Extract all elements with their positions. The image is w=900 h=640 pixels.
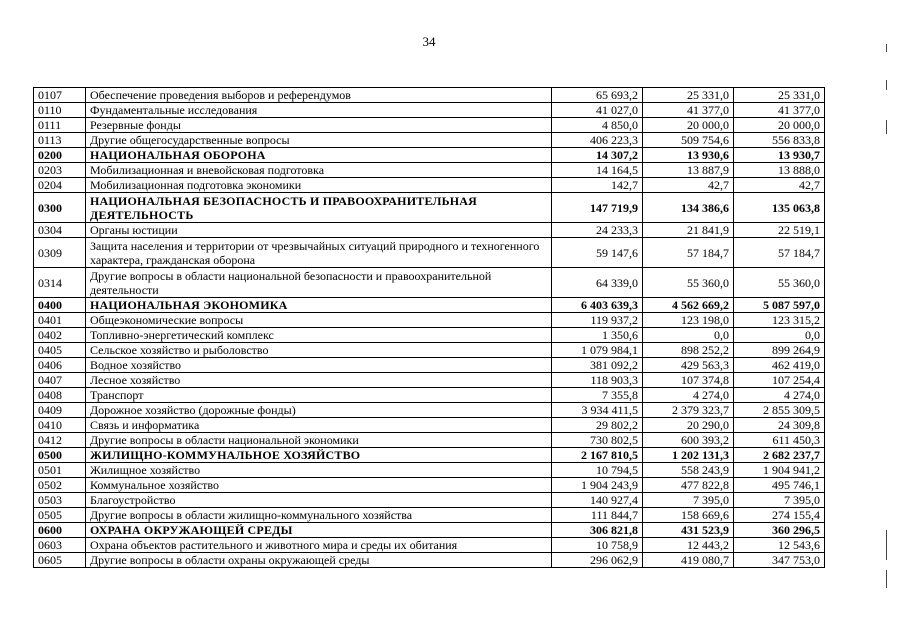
code-cell: 0603 <box>34 538 86 553</box>
table-row <box>34 148 825 163</box>
value-cell-1: 29 802,2 <box>552 418 643 433</box>
name-cell: Другие вопросы в области охраны окружающей среды <box>86 553 552 568</box>
value-cell-2: 13 930,6 <box>643 148 734 163</box>
code-cell: 0500 <box>34 448 86 463</box>
value-cell-3: 25 331,0 <box>734 88 825 103</box>
value-cell-3: 4 274,0 <box>734 388 825 403</box>
name-cell: Другие вопросы в области национальной экономики <box>86 433 552 448</box>
table-row <box>34 553 825 568</box>
value-cell-3: 123 315,2 <box>734 313 825 328</box>
code-cell: 0300 <box>34 193 86 223</box>
value-cell-1: 118 903,3 <box>552 373 643 388</box>
table-row <box>34 358 825 373</box>
value-cell-1: 296 062,9 <box>552 553 643 568</box>
name-cell: Жилищное хозяйство <box>86 463 552 478</box>
value-cell-2: 477 822,8 <box>643 478 734 493</box>
name-cell: Обеспечение проведения выборов и референдумов <box>86 88 552 103</box>
name-cell: Лесное хозяйство <box>86 373 552 388</box>
value-cell-3: 462 419,0 <box>734 358 825 373</box>
table-row <box>34 163 825 178</box>
name-cell: Мобилизационная подготовка экономики <box>86 178 552 193</box>
table-row <box>34 88 825 103</box>
value-cell-2: 431 523,9 <box>643 523 734 538</box>
table-row <box>34 388 825 403</box>
value-cell-2: 429 563,3 <box>643 358 734 373</box>
code-cell: 0204 <box>34 178 86 193</box>
value-cell-1: 381 092,2 <box>552 358 643 373</box>
table-row <box>34 403 825 418</box>
value-cell-3: 41 377,0 <box>734 103 825 118</box>
value-cell-3: 20 000,0 <box>734 118 825 133</box>
value-cell-1: 142,7 <box>552 178 643 193</box>
code-cell: 0309 <box>34 238 86 268</box>
code-cell: 0605 <box>34 553 86 568</box>
code-cell: 0110 <box>34 103 86 118</box>
name-cell: Другие общегосударственные вопросы <box>86 133 552 148</box>
value-cell-3: 13 930,7 <box>734 148 825 163</box>
code-cell: 0200 <box>34 148 86 163</box>
value-cell-1: 64 339,0 <box>552 268 643 298</box>
value-cell-3: 347 753,0 <box>734 553 825 568</box>
value-cell-1: 24 233,3 <box>552 223 643 238</box>
name-cell: Резервные фонды <box>86 118 552 133</box>
table-row <box>34 103 825 118</box>
value-cell-1: 1 079 984,1 <box>552 343 643 358</box>
table-row <box>34 178 825 193</box>
value-cell-3: 55 360,0 <box>734 268 825 298</box>
code-cell: 0304 <box>34 223 86 238</box>
table-row <box>34 373 825 388</box>
name-cell: Коммунальное хозяйство <box>86 478 552 493</box>
code-cell: 0111 <box>34 118 86 133</box>
name-cell: Охрана объектов растительного и животного мира и среды их обитания <box>86 538 552 553</box>
code-cell: 0407 <box>34 373 86 388</box>
value-cell-2: 419 080,7 <box>643 553 734 568</box>
table-row <box>34 478 825 493</box>
value-cell-2: 509 754,6 <box>643 133 734 148</box>
value-cell-2: 107 374,8 <box>643 373 734 388</box>
value-cell-1: 10 794,5 <box>552 463 643 478</box>
value-cell-3: 42,7 <box>734 178 825 193</box>
value-cell-2: 558 243,9 <box>643 463 734 478</box>
value-cell-3: 5 087 597,0 <box>734 298 825 313</box>
value-cell-3: 107 254,4 <box>734 373 825 388</box>
name-cell: Дорожное хозяйство (дорожные фонды) <box>86 403 552 418</box>
table-row <box>34 493 825 508</box>
table-row <box>34 433 825 448</box>
table-row <box>34 343 825 358</box>
value-cell-2: 21 841,9 <box>643 223 734 238</box>
table-row <box>34 418 825 433</box>
value-cell-1: 1 904 243,9 <box>552 478 643 493</box>
value-cell-1: 7 355,8 <box>552 388 643 403</box>
value-cell-2: 158 669,6 <box>643 508 734 523</box>
value-cell-1: 14 164,5 <box>552 163 643 178</box>
value-cell-1: 406 223,3 <box>552 133 643 148</box>
value-cell-2: 7 395,0 <box>643 493 734 508</box>
name-cell: ЖИЛИЩНО-КОММУНАЛЬНОЕ ХОЗЯЙСТВО <box>86 448 552 463</box>
table-row <box>34 538 825 553</box>
value-cell-2: 0,0 <box>643 328 734 343</box>
value-cell-1: 730 802,5 <box>552 433 643 448</box>
table-row <box>34 298 825 313</box>
name-cell: Благоустройство <box>86 493 552 508</box>
name-cell: Органы юстиции <box>86 223 552 238</box>
table-row <box>34 133 825 148</box>
value-cell-1: 306 821,8 <box>552 523 643 538</box>
value-cell-2: 898 252,2 <box>643 343 734 358</box>
budget-table-body <box>34 88 825 568</box>
table-row <box>34 313 825 328</box>
value-cell-1: 59 147,6 <box>552 238 643 268</box>
code-cell: 0107 <box>34 88 86 103</box>
value-cell-2: 4 274,0 <box>643 388 734 403</box>
value-cell-3: 556 833,8 <box>734 133 825 148</box>
name-cell: НАЦИОНАЛЬНАЯ ОБОРОНА <box>86 148 552 163</box>
value-cell-3: 899 264,9 <box>734 343 825 358</box>
code-cell: 0501 <box>34 463 86 478</box>
value-cell-1: 65 693,2 <box>552 88 643 103</box>
name-cell: Мобилизационная и вневойсковая подготовка <box>86 163 552 178</box>
value-cell-3: 2 855 309,5 <box>734 403 825 418</box>
name-cell: Транспорт <box>86 388 552 403</box>
value-cell-2: 25 331,0 <box>643 88 734 103</box>
code-cell: 0401 <box>34 313 86 328</box>
code-cell: 0400 <box>34 298 86 313</box>
value-cell-2: 123 198,0 <box>643 313 734 328</box>
value-cell-3: 13 888,0 <box>734 163 825 178</box>
value-cell-1: 119 937,2 <box>552 313 643 328</box>
value-cell-3: 7 395,0 <box>734 493 825 508</box>
table-row <box>34 118 825 133</box>
name-cell: НАЦИОНАЛЬНАЯ ЭКОНОМИКА <box>86 298 552 313</box>
code-cell: 0503 <box>34 493 86 508</box>
value-cell-2: 1 202 131,3 <box>643 448 734 463</box>
value-cell-3: 24 309,8 <box>734 418 825 433</box>
name-cell: Другие вопросы в области национальной безопасности и правоохранительной деятельности <box>86 268 552 298</box>
code-cell: 0502 <box>34 478 86 493</box>
name-cell: ОХРАНА ОКРУЖАЮЩЕЙ СРЕДЫ <box>86 523 552 538</box>
value-cell-2: 2 379 323,7 <box>643 403 734 418</box>
code-cell: 0203 <box>34 163 86 178</box>
code-cell: 0600 <box>34 523 86 538</box>
value-cell-3: 495 746,1 <box>734 478 825 493</box>
value-cell-1: 111 844,7 <box>552 508 643 523</box>
value-cell-2: 134 386,6 <box>643 193 734 223</box>
name-cell: Связь и информатика <box>86 418 552 433</box>
table-row <box>34 193 825 223</box>
value-cell-3: 611 450,3 <box>734 433 825 448</box>
code-cell: 0405 <box>34 343 86 358</box>
value-cell-1: 14 307,2 <box>552 148 643 163</box>
name-cell: НАЦИОНАЛЬНАЯ БЕЗОПАСНОСТЬ И ПРАВООХРАНИТЕЛЬНАЯ ДЕЯТЕЛЬНОСТЬ <box>86 193 552 223</box>
value-cell-2: 600 393,2 <box>643 433 734 448</box>
value-cell-3: 12 543,6 <box>734 538 825 553</box>
code-cell: 0406 <box>34 358 86 373</box>
name-cell: Фундаментальные исследования <box>86 103 552 118</box>
page-number: 34 <box>422 34 436 49</box>
value-cell-2: 41 377,0 <box>643 103 734 118</box>
value-cell-1: 10 758,9 <box>552 538 643 553</box>
value-cell-3: 135 063,8 <box>734 193 825 223</box>
table-row <box>34 523 825 538</box>
table-row <box>34 463 825 478</box>
code-cell: 0409 <box>34 403 86 418</box>
table-row <box>34 448 825 463</box>
value-cell-3: 22 519,1 <box>734 223 825 238</box>
name-cell: Сельское хозяйство и рыболовство <box>86 343 552 358</box>
value-cell-2: 20 000,0 <box>643 118 734 133</box>
code-cell: 0408 <box>34 388 86 403</box>
name-cell: Общеэкономические вопросы <box>86 313 552 328</box>
code-cell: 0410 <box>34 418 86 433</box>
value-cell-3: 2 682 237,7 <box>734 448 825 463</box>
value-cell-2: 55 360,0 <box>643 268 734 298</box>
value-cell-3: 57 184,7 <box>734 238 825 268</box>
name-cell: Другие вопросы в области жилищно-коммунального хозяйства <box>86 508 552 523</box>
name-cell: Защита населения и территории от чрезвычайных ситуаций природного и техногенного характера, гражданская оборона <box>86 238 552 268</box>
value-cell-2: 20 290,0 <box>643 418 734 433</box>
value-cell-1: 4 850,0 <box>552 118 643 133</box>
name-cell: Топливно-энергетический комплекс <box>86 328 552 343</box>
value-cell-1: 147 719,9 <box>552 193 643 223</box>
value-cell-2: 4 562 669,2 <box>643 298 734 313</box>
table-row <box>34 328 825 343</box>
table-row <box>34 238 825 268</box>
value-cell-2: 42,7 <box>643 178 734 193</box>
value-cell-1: 41 027,0 <box>552 103 643 118</box>
table-row <box>34 268 825 298</box>
code-cell: 0314 <box>34 268 86 298</box>
code-cell: 0113 <box>34 133 86 148</box>
value-cell-3: 1 904 941,2 <box>734 463 825 478</box>
value-cell-1: 3 934 411,5 <box>552 403 643 418</box>
table-row <box>34 223 825 238</box>
margin-marks <box>886 40 892 600</box>
value-cell-2: 13 887,9 <box>643 163 734 178</box>
value-cell-2: 57 184,7 <box>643 238 734 268</box>
budget-table <box>33 87 825 568</box>
code-cell: 0402 <box>34 328 86 343</box>
code-cell: 0412 <box>34 433 86 448</box>
code-cell: 0505 <box>34 508 86 523</box>
table-row <box>34 508 825 523</box>
value-cell-3: 0,0 <box>734 328 825 343</box>
value-cell-1: 140 927,4 <box>552 493 643 508</box>
value-cell-3: 274 155,4 <box>734 508 825 523</box>
value-cell-2: 12 443,2 <box>643 538 734 553</box>
value-cell-1: 6 403 639,3 <box>552 298 643 313</box>
name-cell: Водное хозяйство <box>86 358 552 373</box>
value-cell-1: 1 350,6 <box>552 328 643 343</box>
value-cell-1: 2 167 810,5 <box>552 448 643 463</box>
value-cell-3: 360 296,5 <box>734 523 825 538</box>
